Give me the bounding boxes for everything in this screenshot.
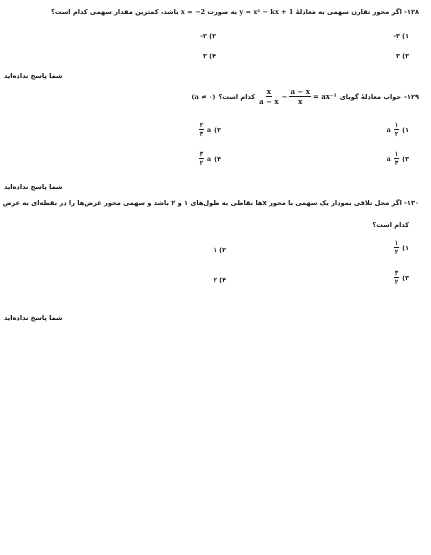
option-fraction: $\frac{۲}{۳}$ xyxy=(199,121,204,139)
option-1[interactable]: ۱) $\frac{۱}{۲}$ xyxy=(394,239,409,257)
equation-fraction: $\frac{x}{a - x}$ xyxy=(259,87,279,106)
option-fraction: $\frac{۳}{۲}$ xyxy=(394,269,399,287)
option-1[interactable]: ۱) $\frac{۱}{۲}$ a xyxy=(386,121,409,139)
option-fraction: $\frac{۱}{۲}$ xyxy=(394,239,399,257)
condition: (a ≠ ۰) xyxy=(191,92,216,101)
axis-condition: x = −2 xyxy=(180,8,206,16)
option-fraction: $\frac{۱}{۳}$ xyxy=(394,150,399,168)
answer-status: شما پاسخ نداده‌اید xyxy=(4,314,63,322)
question-130-stem xyxy=(0,199,419,207)
question-text: به صورت xyxy=(207,8,238,16)
option-1[interactable]: ۱) ۳- xyxy=(393,32,409,40)
question-130-stem-continued: کدام است؟ xyxy=(372,221,409,229)
question-129-stem xyxy=(191,88,419,105)
option-4[interactable]: ۴) ۲ xyxy=(213,276,226,284)
question-number: ۱۲۹- xyxy=(404,92,419,101)
option-fraction: $\frac{۱}{۲}$ xyxy=(394,121,399,139)
question-text: باشد، کمترین مقدار سهمی کدام است؟ xyxy=(51,8,179,16)
option-3[interactable]: ۳) ۳ xyxy=(396,52,409,60)
option-3[interactable]: ۳) $\frac{۳}{۲}$ xyxy=(394,269,409,287)
parabola-equation: y = x² − kx + 1 xyxy=(239,8,294,16)
option-3[interactable]: ۳) $\frac{۱}{۳}$ a xyxy=(386,150,409,168)
rational-equation: $\frac{x}{a - x}$ − $\frac{a - x}{x}$ = ax⁻¹ xyxy=(259,87,337,106)
option-2[interactable]: ۲) ۱ xyxy=(213,246,226,254)
equation-fraction: $\frac{a - x}{x}$ xyxy=(290,87,310,106)
option-2[interactable]: ۲) a $\frac{۲}{۳}$ xyxy=(199,121,221,139)
option-fraction: $\frac{۳}{۲}$ xyxy=(199,150,204,168)
option-2[interactable]: ۲) ۲- xyxy=(200,32,216,40)
question-text: اگر محل تلاقی نمودار یک سهمی با محور xها نقاطی به طول‌های ۱ و ۲ باشد و سهمی محور عرض‌ها را در نقطه‌ای به عرض xyxy=(2,199,402,207)
question-text: اگر محور تقارن سهمی به معادلهٔ xyxy=(295,8,402,16)
option-4[interactable]: ۴) ۳ xyxy=(203,52,216,60)
question-128-stem xyxy=(51,8,419,16)
question-text: کدام است؟ xyxy=(218,92,256,101)
answer-status: شما پاسخ نداده‌اید xyxy=(4,72,63,80)
question-text: جواب معادلهٔ گویای xyxy=(339,92,402,101)
question-number: ۱۲۸- xyxy=(404,8,419,16)
question-number: ۱۳۰- xyxy=(404,199,419,207)
answer-status: شما پاسخ نداده‌اید xyxy=(4,183,63,191)
option-4[interactable]: ۴) a $\frac{۳}{۲}$ xyxy=(199,150,221,168)
